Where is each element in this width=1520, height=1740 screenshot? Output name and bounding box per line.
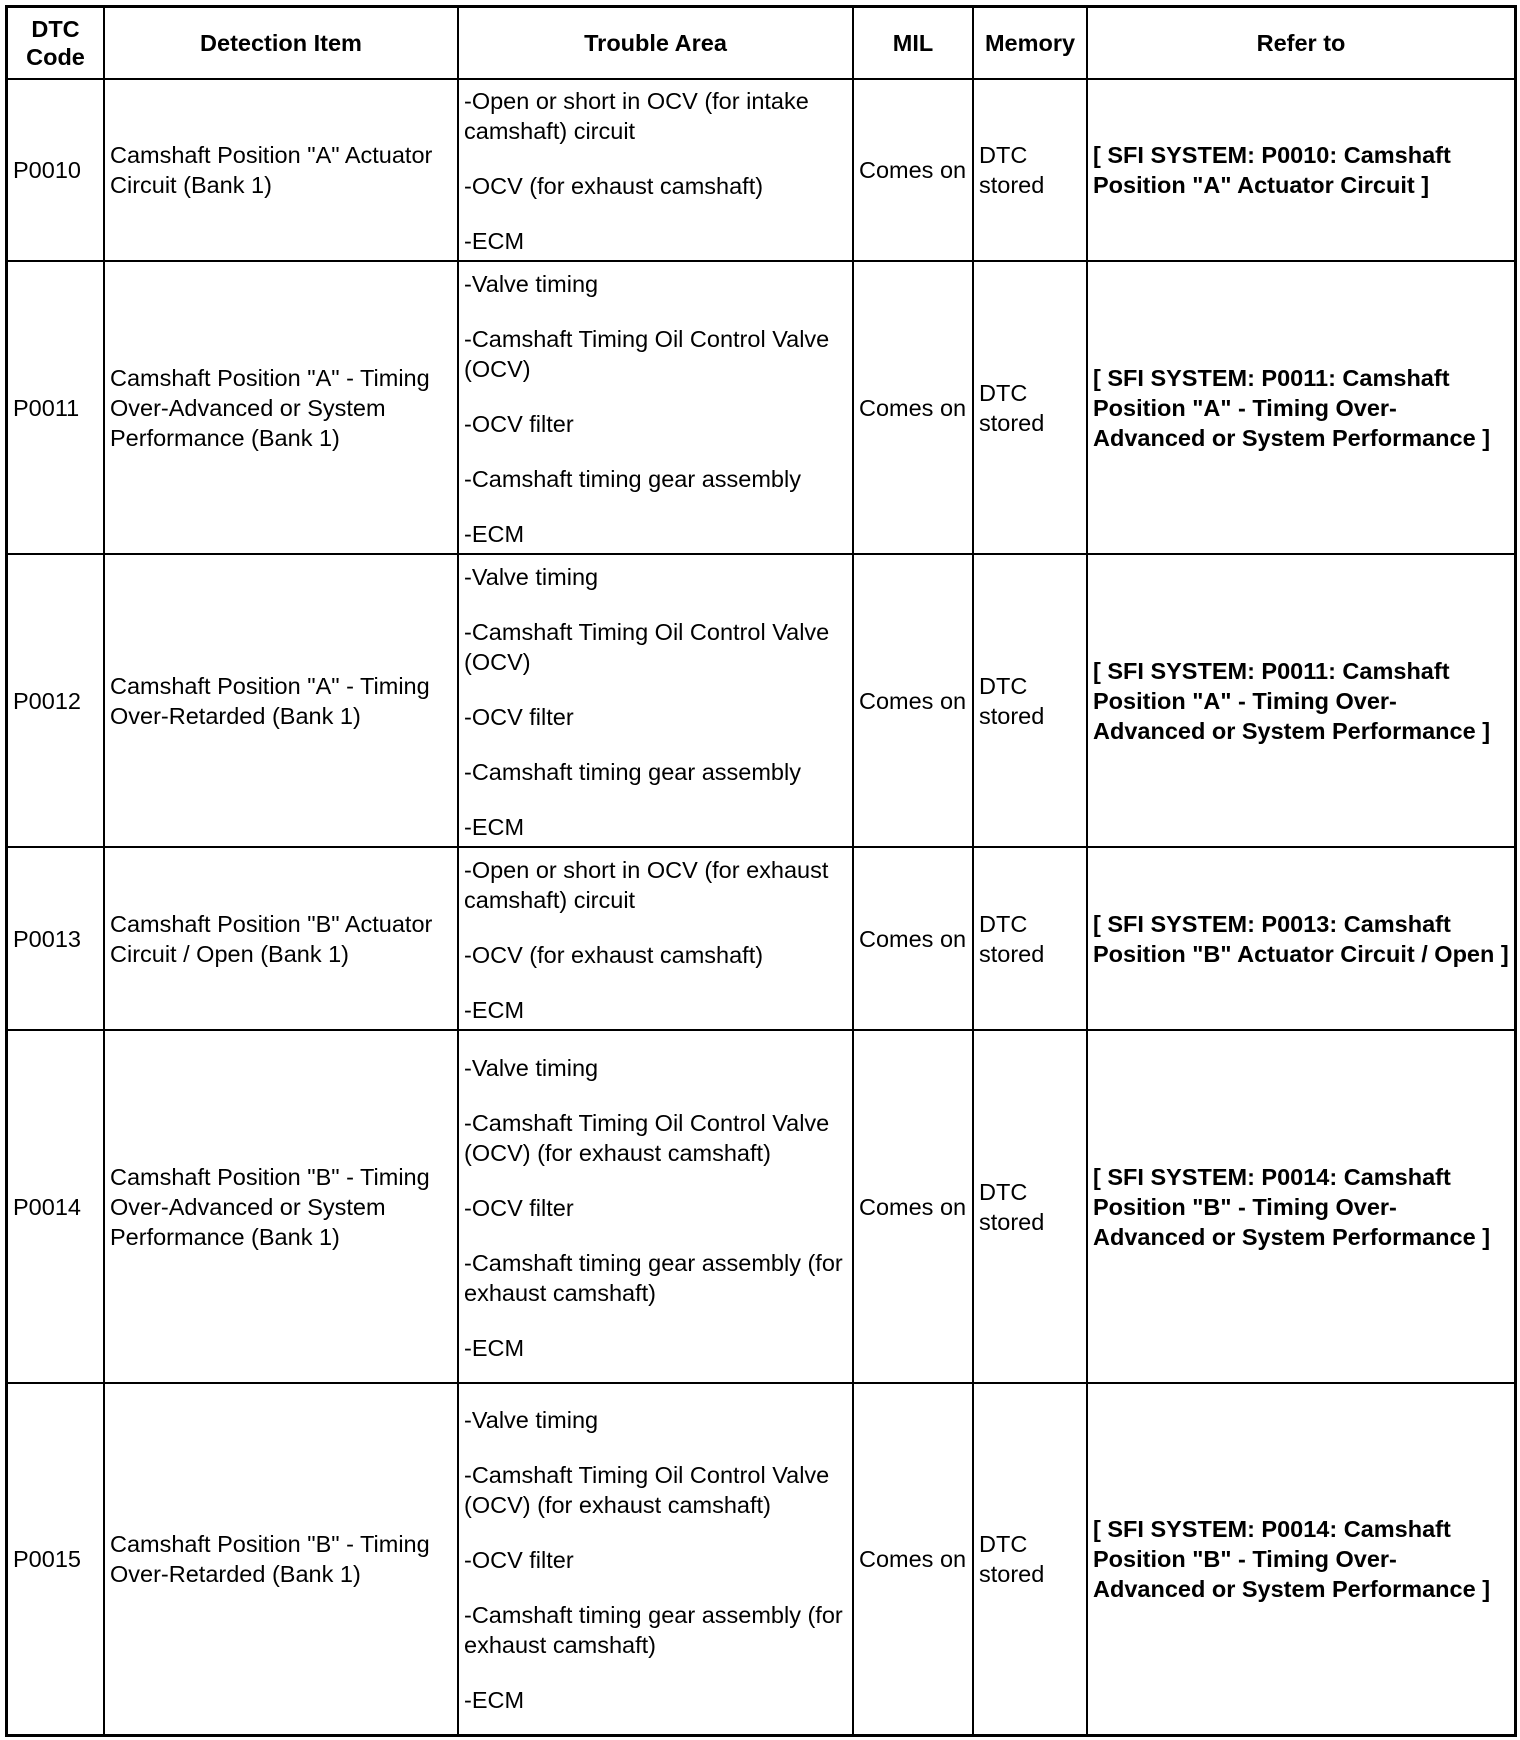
detection-item-cell: Camshaft Position "A" Actuator Circuit (Bank 1): [104, 79, 458, 261]
dtc-code-cell: P0010: [7, 79, 104, 261]
table-row: [7, 554, 1515, 847]
refer-to-link[interactable]: [ SFI SYSTEM: P0011: Camshaft Position "A" - Timing Over-Advanced or System Performance ]: [1087, 261, 1515, 554]
header-memory: Memory: [973, 7, 1087, 79]
refer-to-link[interactable]: [ SFI SYSTEM: P0011: Camshaft Position "A" - Timing Over-Advanced or System Performance ]: [1087, 554, 1515, 847]
memory-cell: DTC stored: [973, 847, 1087, 1030]
trouble-area-item: -ECM: [464, 813, 525, 840]
mil-cell: Comes on: [853, 79, 973, 261]
dtc-table: [6, 6, 1516, 1736]
mil-cell: Comes on: [853, 554, 973, 847]
detection-item-cell: Camshaft Position "B" - Timing Over-Retarded (Bank 1): [104, 1383, 458, 1735]
trouble-area-item: -Camshaft timing gear assembly: [464, 758, 801, 785]
header-mil: MIL: [853, 7, 973, 79]
trouble-area-item: -ECM: [464, 1687, 525, 1713]
header-trouble-area: Trouble Area: [458, 7, 853, 79]
memory-cell: DTC stored: [973, 261, 1087, 554]
mil-cell: Comes on: [853, 1030, 973, 1383]
dtc-code-cell: P0014: [7, 1030, 104, 1383]
trouble-area-item: -ECM: [464, 1334, 525, 1361]
trouble-area-cell: [458, 79, 853, 261]
trouble-area-item: -ECM: [464, 228, 525, 254]
trouble-area-item: -Open or short in OCV (for exhaust camshaft) circuit: [464, 856, 829, 913]
trouble-area-cell: [458, 554, 853, 847]
memory-cell: DTC stored: [973, 79, 1087, 261]
mil-cell: Comes on: [853, 261, 973, 554]
detection-item-cell: Camshaft Position "B" - Timing Over-Advanced or System Performance (Bank 1): [104, 1030, 458, 1383]
mil-cell: Comes on: [853, 847, 973, 1030]
header-dtc-code: DTC Code: [7, 7, 104, 79]
refer-to-link[interactable]: [ SFI SYSTEM: P0014: Camshaft Position "B" - Timing Over-Advanced or System Performance ]: [1087, 1383, 1515, 1735]
trouble-area-item: -Camshaft Timing Oil Control Valve (OCV) (for exhaust camshaft): [464, 1462, 830, 1518]
trouble-area-cell: [458, 1383, 853, 1735]
trouble-area-item: -OCV filter: [464, 410, 574, 437]
trouble-area-item: -Camshaft Timing Oil Control Valve (OCV) (for exhaust camshaft): [464, 1109, 830, 1166]
trouble-area-item: -Camshaft timing gear assembly (for exhaust camshaft): [464, 1249, 843, 1306]
detection-item-cell: Camshaft Position "B" Actuator Circuit / Open (Bank 1): [104, 847, 458, 1030]
trouble-area-item: -OCV filter: [464, 1547, 574, 1573]
trouble-area-item: -ECM: [464, 520, 525, 547]
dtc-code-cell: P0011: [7, 261, 104, 554]
detection-item-cell: Camshaft Position "A" - Timing Over-Advanced or System Performance (Bank 1): [104, 261, 458, 554]
table-row: [7, 79, 1515, 261]
trouble-area-cell: [458, 1030, 853, 1383]
table-row: [7, 1030, 1515, 1383]
header-detection-item: Detection Item: [104, 7, 458, 79]
table-row: [7, 261, 1515, 554]
trouble-area-item: -Camshaft Timing Oil Control Valve (OCV): [464, 325, 830, 382]
detection-item-cell: Camshaft Position "A" - Timing Over-Retarded (Bank 1): [104, 554, 458, 847]
trouble-area-item: -OCV filter: [464, 703, 574, 730]
trouble-area-cell: [458, 261, 853, 554]
table-row: [7, 847, 1515, 1030]
header-refer-to: Refer to: [1087, 7, 1515, 79]
trouble-area-item: -Valve timing: [464, 270, 599, 297]
dtc-code-cell: P0012: [7, 554, 104, 847]
trouble-area-item: -Camshaft Timing Oil Control Valve (OCV): [464, 618, 830, 675]
refer-to-link[interactable]: [ SFI SYSTEM: P0010: Camshaft Position "A" Actuator Circuit ]: [1087, 79, 1515, 261]
trouble-area-item: -Valve timing: [464, 1407, 599, 1433]
trouble-area-item: -Camshaft timing gear assembly (for exhaust camshaft): [464, 1602, 843, 1658]
trouble-area-item: -Camshaft timing gear assembly: [464, 465, 801, 492]
table-header-row: [7, 7, 1515, 79]
table-row: [7, 1383, 1515, 1735]
trouble-area-item: -Valve timing: [464, 1054, 599, 1081]
refer-to-link[interactable]: [ SFI SYSTEM: P0014: Camshaft Position "B" - Timing Over-Advanced or System Performance ]: [1087, 1030, 1515, 1383]
mil-cell: Comes on: [853, 1383, 973, 1735]
trouble-area-item: -Valve timing: [464, 563, 599, 590]
memory-cell: DTC stored: [973, 554, 1087, 847]
refer-to-link[interactable]: [ SFI SYSTEM: P0013: Camshaft Position "B" Actuator Circuit / Open ]: [1087, 847, 1515, 1030]
dtc-code-cell: P0015: [7, 1383, 104, 1735]
trouble-area-item: -OCV (for exhaust camshaft): [464, 941, 764, 968]
memory-cell: DTC stored: [973, 1030, 1087, 1383]
trouble-area-item: -OCV filter: [464, 1194, 574, 1221]
dtc-code-cell: P0013: [7, 847, 104, 1030]
trouble-area-cell: [458, 847, 853, 1030]
memory-cell: DTC stored: [973, 1383, 1087, 1735]
trouble-area-item: -Open or short in OCV (for intake camshaft) circuit: [464, 88, 809, 144]
trouble-area-item: -ECM: [464, 996, 525, 1023]
trouble-area-item: -OCV (for exhaust camshaft): [464, 173, 764, 199]
